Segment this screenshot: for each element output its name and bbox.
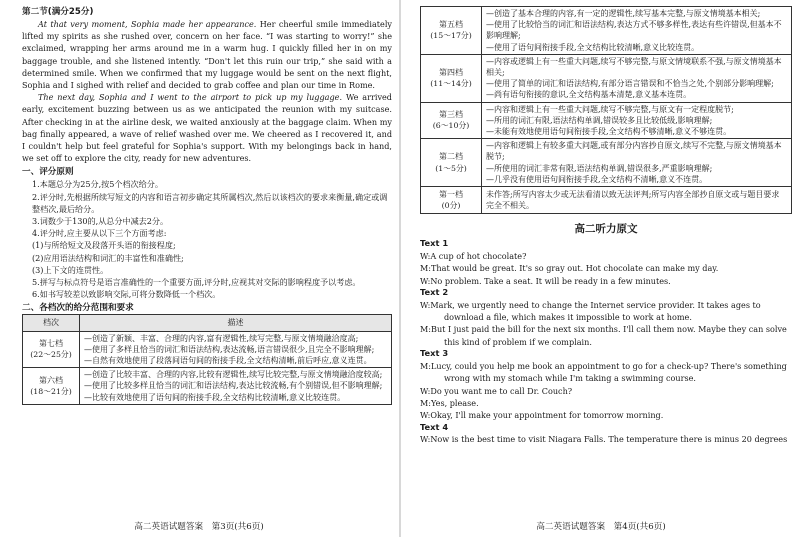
table-row	[23, 331, 392, 368]
table-row	[421, 7, 792, 55]
header-level: 档次	[23, 315, 80, 331]
text-label: Text 3	[420, 348, 449, 359]
desc-cell: —内容和逻辑上有较多重大问题,或有部分内容抄自原文,续写不完整,与原文情境基本脱节; —所使用的词汇非常有限,语法结构单调,错误很多,严重影响理解; —几乎没有使用语句间衔接手段,全文结构不清晰,意义不连贯。	[482, 139, 792, 187]
desc-cell: 未作答;所写内容太少或无法看清以致无法评判;所写内容全部抄自原文或与题目要求完全不相关。	[482, 187, 792, 214]
principle-item: 4.评分时,应主要从以下三个方面考虑:	[32, 228, 167, 239]
table-row	[421, 187, 792, 214]
right-page	[402, 0, 800, 537]
dialogue-line: M:But I just paid the bill for the next six months. I'll call them now. Maybe they can solve this kind of problem if we complain.	[420, 324, 787, 347]
table-row	[23, 368, 392, 405]
principles-title: 一、评分原则	[22, 167, 74, 178]
principle-item: 6.如书写较差以致影响交际,可将分数降低一个档次。	[32, 289, 221, 300]
principle-item: 1.本题总分为25分,按5个档次给分。	[32, 179, 163, 190]
dialogue-line: M:That would be great. It's so gray out. Hot chocolate can make my day.	[420, 263, 719, 274]
principle-item: (2)应用语法结构和词汇的丰富性和准确性;	[32, 252, 184, 263]
level-cell: 第三档 (6～10分)	[421, 102, 482, 139]
table-header-row	[23, 315, 392, 331]
listening-title: 高二听力原文	[574, 223, 638, 236]
dialogue-line: W:Mark, we urgently need to change the Internet service provider. It takes ages to download a file, which makes it impossible to work at home.	[420, 299, 761, 323]
level-cell: 第二档 (1～5分)	[421, 139, 482, 187]
listening-text-4	[420, 422, 792, 446]
listening-text-3	[420, 348, 792, 422]
level-cell: 第五档 (15～17分)	[421, 7, 482, 55]
page-footer-right: 高二英语试题答案 第4页(共6页)	[536, 522, 666, 532]
principle-item: (3)上下文的连贯性。	[32, 264, 109, 275]
principle-item: 3.词数少于130的,从总分中减去2分。	[32, 216, 169, 227]
level-cell: 第六档 (18～21分)	[23, 368, 80, 405]
desc-cell: —创造了基本合理的内容,有一定的逻辑性,续写基本完整,与原文情境基本相关; —使用了比较恰当的词汇和语法结构,表达方式不够多样性,表达有些许错误,但基本不影响理解; —使用了语句间衔接手段,全文结构比较清晰,意义比较连贯。	[482, 7, 792, 55]
dialogue-line: W:No problem. Take a seat. It will be ready in a few minutes.	[420, 275, 671, 286]
desc-cell: —内容和逻辑上有一些重大问题,续写不够完整,与原文有一定程度脱节; —所用的词汇有限,语法结构单调,错误较多且比较低级,影响理解; —未能有效地使用语句间衔接手段,全文结构不够清晰,意义不够连贯。	[482, 102, 792, 139]
dialogue-line: M:Lucy, could you help me book an appointment to go for a check-up? There's something wrong with my stomach while I'm taking a swimming course.	[420, 360, 787, 384]
table-row	[421, 102, 792, 139]
dialogue-line: W:Now is the best time to visit Niagara Falls. The temperature there is minus 20 degrees	[420, 434, 788, 445]
dialogue-line: W:Okay, I'll make your appointment for tomorrow morning.	[420, 410, 664, 421]
level-cell: 第四档 (11～14分)	[421, 54, 482, 102]
listening-text-2	[420, 287, 792, 348]
table-row	[421, 54, 792, 102]
desc-cell: —创造了比较丰富、合理的内容,比较有逻辑性,续写比较完整,与原文情境融洽度较高; —使用了比较多样且恰当的词汇和语法结构,表达比较流畅,有个别错误,但不影响理解; —比较有效地使用了语句间的衔接手段,全文结构比较清晰,意义比较连贯。	[80, 368, 392, 405]
listening-text-1	[420, 238, 792, 287]
level-cell: 第一档 (0分)	[421, 187, 482, 214]
desc-cell: —创造了新颖、丰富、合理的内容,富有逻辑性,续写完整,与原文情境融洽度高; —使用了多样且恰当的词汇和语法结构,表达流畅,语言错误很少,且完全不影响理解; —自然有效地使用了段落间语句间的衔接手段,全文结构清晰,前后呼应,意义连贯。	[80, 331, 392, 368]
principle-item: (1)与所给短文及段落开头语的衔接程度;	[32, 240, 176, 251]
dialogue-line: W:Do you want me to call Dr. Couch?	[420, 385, 573, 396]
dialogue-line: M:Yes, please.	[420, 398, 479, 409]
left-page	[0, 0, 398, 537]
table-row	[421, 139, 792, 187]
grading-table-left	[22, 314, 392, 404]
essay-paragraph-1: At that very moment, Sophia made her appearance. Her cheerful smile immediately lifted my spirits as she rushed over, concern on her face. “I was starting to worry!” she exclaimed, wrapping her arms around me in a warm hug. I quickly filled her in on my baggage trouble, and she listened intently. “Don't let this ruin our trip,” she said with a determined smile. When we confirmed that my luggage would be sent on the next flight, Sophia and I sighed with relief and decided to grab coffee and plan our time in Rome.	[22, 19, 392, 91]
page-footer-left: 高二英语试题答案 第3页(共6页)	[134, 522, 264, 532]
essay-paragraph-2: The next day, Sophia and I went to the airport to pick up my luggage. We arrived early, excitement buzzing between us as we anticipated the reunion with my suitcase. After checking in at the airline desk, we waited anxiously at the baggage claim. When my bag finally appeared, a wave of relief washed over me. We cheered as I recovered it, and I couldn't help but feel grateful for Sophia's support. With my belongings back in hand, we set off to explore the city, ready for new adventures.	[22, 92, 392, 164]
text-label: Text 1	[420, 238, 449, 249]
level-cell: 第七档 (22～25分)	[23, 331, 80, 368]
text-label: Text 2	[420, 287, 449, 298]
principle-item: 5.拼写与标点符号是语言准确性的一个重要方面,评分时,应视其对交际的影响程度予以考虑。	[32, 277, 361, 288]
page-divider	[399, 0, 401, 537]
text-label: Text 4	[420, 421, 449, 432]
desc-cell: —内容或逻辑上有一些重大问题,续写不够完整,与原文情境联系不强,与原文情境基本相关; —使用了简单的词汇和语法结构,有部分语言错误和不恰当之处,个别部分影响理解; —尚有语句衔接的意识,全文结构基本清楚,意义基本连贯。	[482, 54, 792, 102]
dialogue-line: W:A cup of hot chocolate?	[420, 250, 527, 261]
table-title: 二、各档次的给分范围和要求	[22, 303, 134, 314]
header-desc: 描述	[80, 315, 392, 331]
principle-item: 2.评分时,先根据所续写短文的内容和语言初步确定其所属档次,然后以该档次的要求来衡量,确定或调整档次,最后给分。	[32, 191, 388, 214]
section-title: 第二节(满分25分)	[22, 7, 94, 17]
grading-table-right	[420, 6, 792, 214]
principles-list	[22, 178, 392, 300]
